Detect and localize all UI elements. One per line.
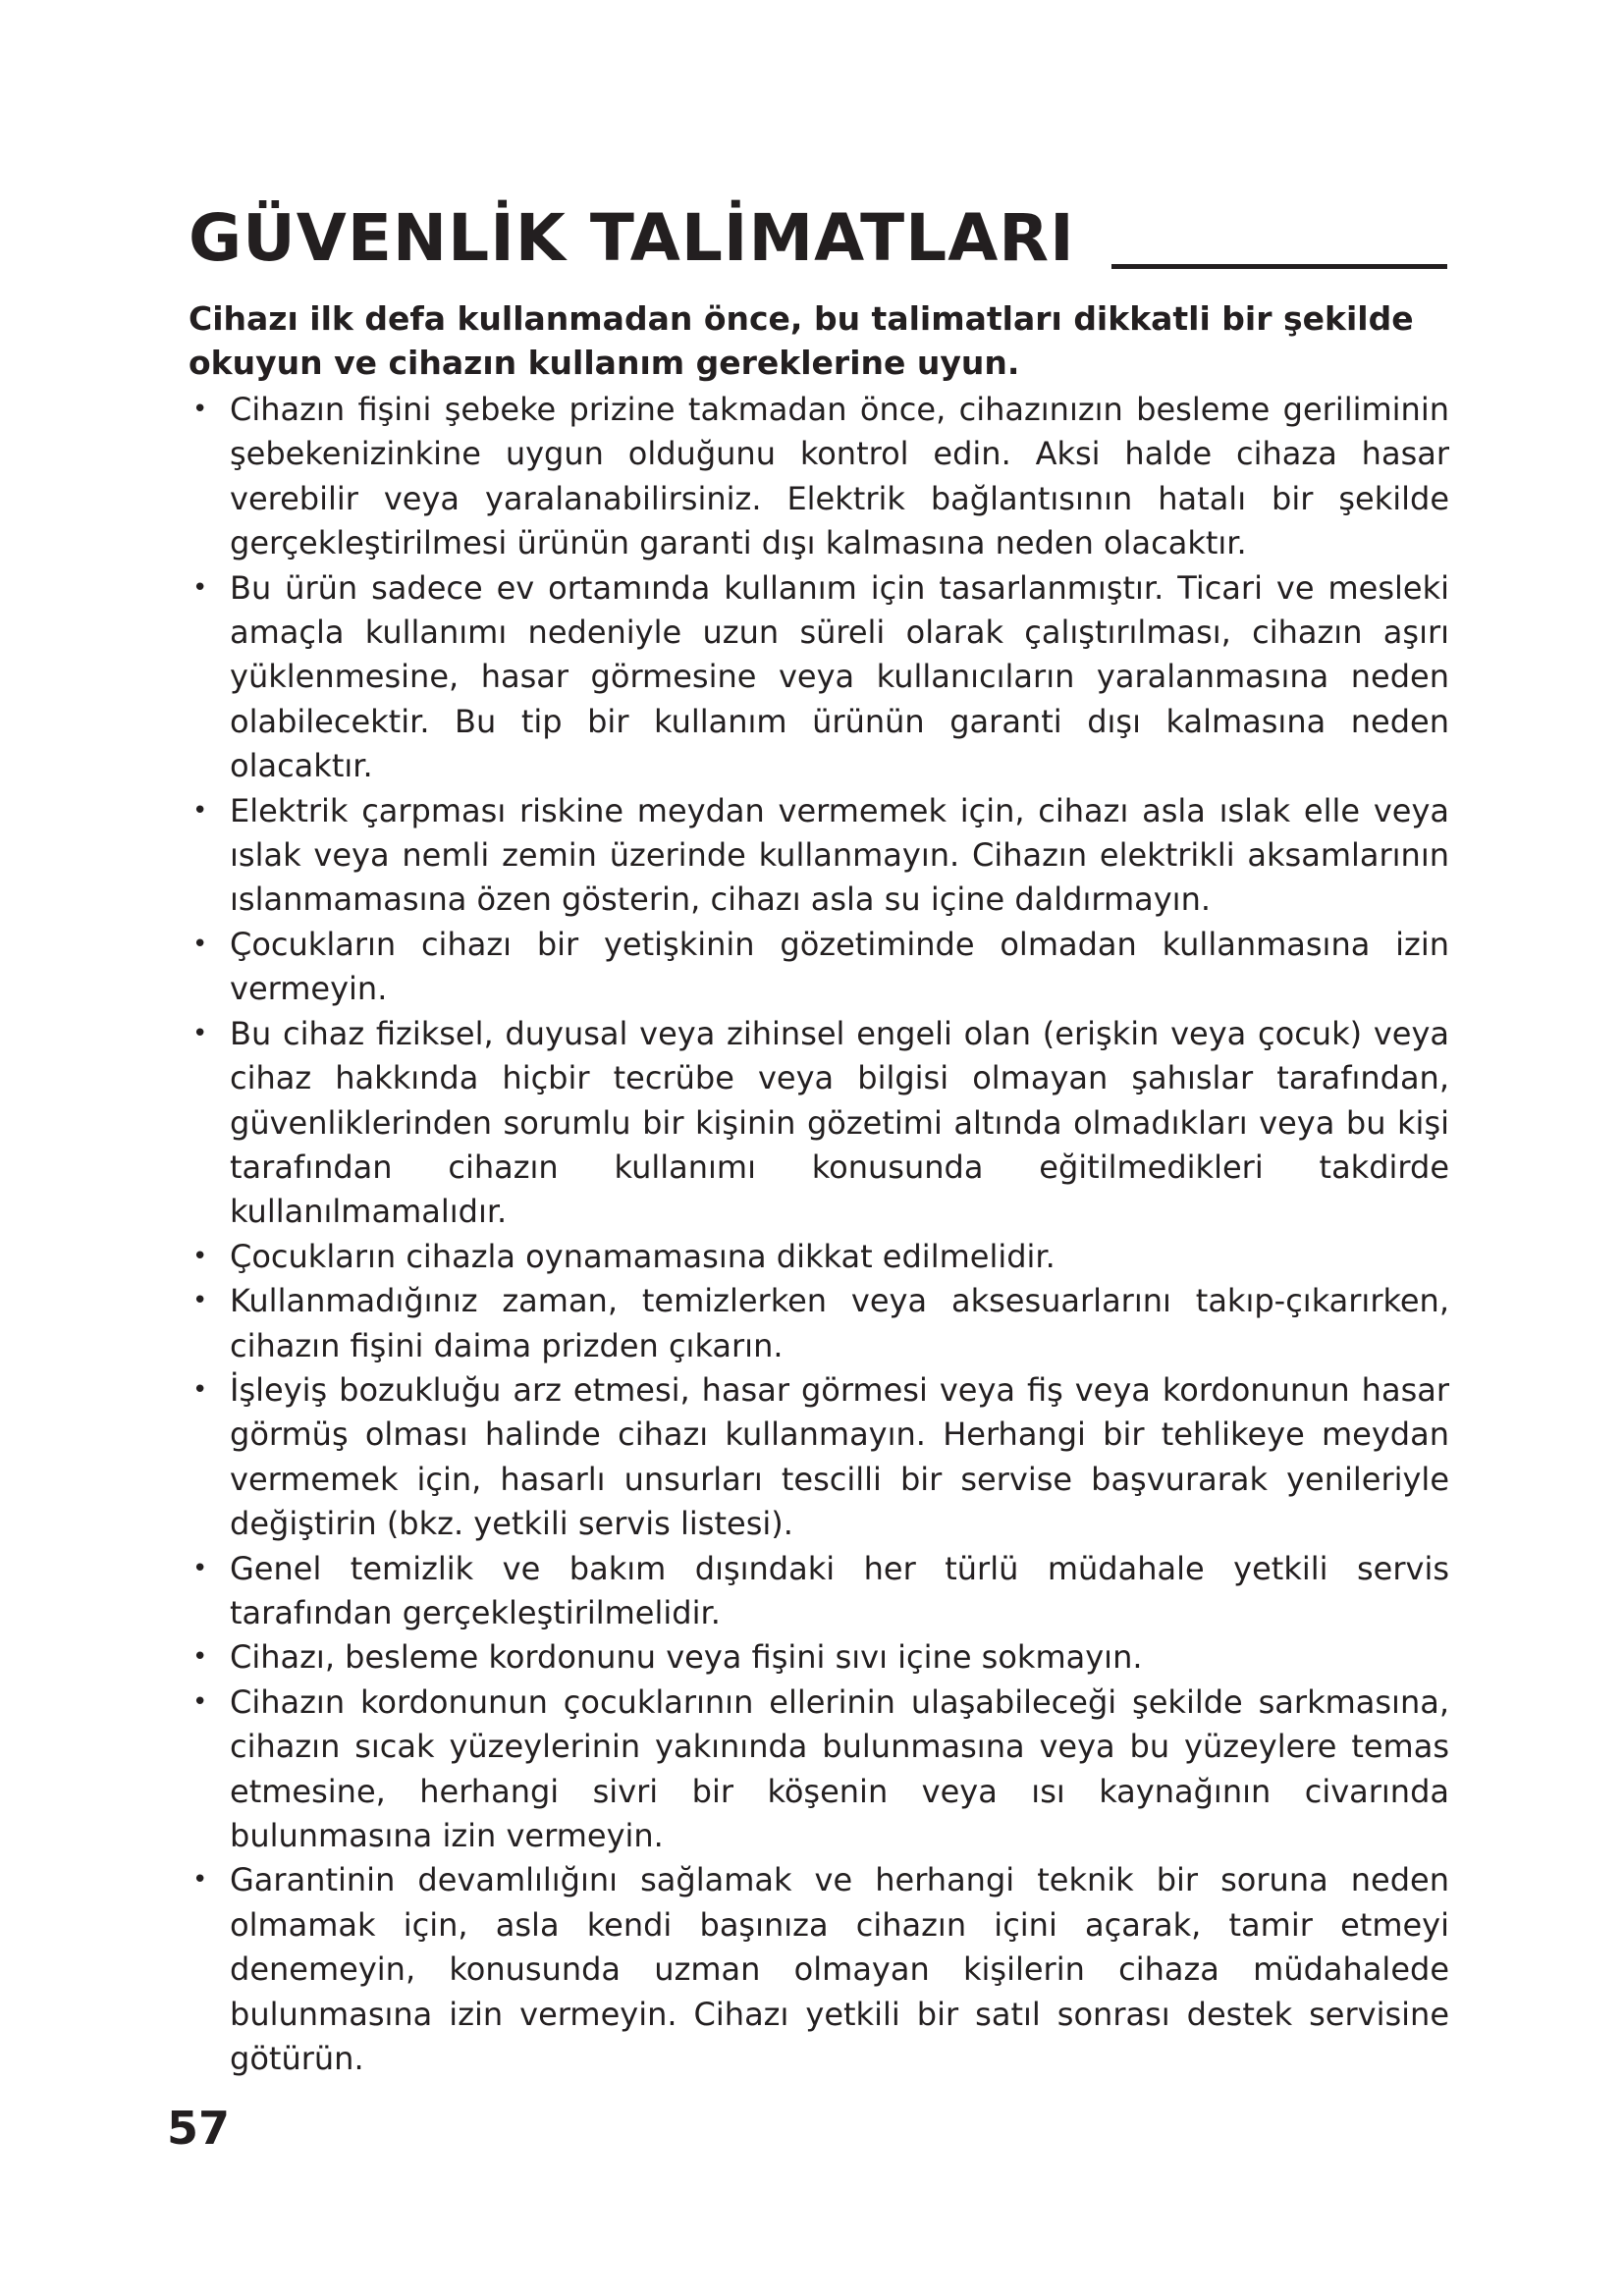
title-row xyxy=(189,194,1447,283)
page-number: 57 xyxy=(167,2102,231,2155)
list-item xyxy=(189,789,1449,923)
list-item xyxy=(189,1547,1449,1636)
list-item-text: Kullanmadığınız zaman, temizlerken veya aksesuarlarını takıp-çıkarırken, cihazın fişini daima prizden çıkarın. xyxy=(230,1282,1449,1364)
bullet-icon: • xyxy=(192,795,208,826)
list-item xyxy=(189,1681,1449,1859)
list-item xyxy=(189,923,1449,1012)
list-item-text: Bu cihaz fiziksel, duyusal veya zihinsel engeli olan (erişkin veya çocuk) veya cihaz hakkında hiçbir tecrübe veya bilgisi olmayan şahıslar tarafından, güvenliklerinden sorumlu bir kişinin gözetimi altında olmadıkları veya bu kişi tarafından cihazın kullanımı konusunda eğitilmedikleri takdirde kullanılmamalıdır. xyxy=(230,1014,1449,1231)
bullet-icon: • xyxy=(192,572,208,603)
list-item-text: Bu ürün sadece ev ortamında kullanım için tasarlanmıştır. Ticari ve mesleki amaçla kullanımı nedeniyle uzun süreli olarak çalıştırılması, cihazın aşırı yüklenmesine, hasar görmesine veya kullanıcıların yaralanmasına neden olabilecektir. Bu tip bir kullanım ürünün garanti dışı kalmasına neden olacaktır. xyxy=(230,568,1449,785)
list-item xyxy=(189,388,1449,566)
bullet-icon: • xyxy=(192,1286,208,1316)
list-item xyxy=(189,566,1449,789)
list-item xyxy=(189,1635,1449,1680)
list-item xyxy=(189,1368,1449,1547)
list-item xyxy=(189,1279,1449,1368)
bullet-icon: • xyxy=(192,395,208,424)
bullet-icon: • xyxy=(192,1241,208,1271)
list-item-text: Çocukların cihazla oynamamasına dikkat edilmelidir. xyxy=(230,1237,1056,1275)
page-title: GÜVENLİK TALİMATLARI xyxy=(189,200,1075,276)
bullet-icon: • xyxy=(192,1686,208,1717)
list-item-text: Çocukların cihazı bir yetişkinin gözetiminde olmadan kullanmasına izin vermeyin. xyxy=(230,925,1449,1008)
list-item xyxy=(189,1235,1449,1279)
list-item-text: Elektrik çarpması riskine meydan vermemek için, cihazı asla ıslak elle veya ıslak veya nemli zemin üzerinde kullanmayın. Cihazın elektrikli aksamlarının ıslanmamasına özen gösterin, cihazı asla su içine daldırmayın. xyxy=(230,791,1449,919)
title-underline-rule xyxy=(1111,264,1447,269)
bullet-icon: • xyxy=(192,929,208,959)
list-item-text: Cihazı, besleme kordonunu veya fişini sıvı içine sokmayın. xyxy=(230,1638,1143,1677)
bullet-icon: • xyxy=(192,1018,208,1048)
list-item-text: Garantinin devamlılığını sağlamak ve herhangi teknik bir soruna neden olmamak için, asla kendi başınıza cihazın içini açarak, tamir etmeyi denemeyin, konusunda uzman olmayan kişilerin cihaza müdahalede bulunmasına izin vermeyin. Cihazı yetkili bir satıl sonrası destek servisine götürün. xyxy=(230,1861,1449,2078)
list-item-text: Cihazın fişini şebeke prizine takmadan önce, cihazınızın besleme geriliminin şebekenizinkine uygun olduğunu kontrol edin. Aksi halde cihaza hasar verebilir veya yaralanabilirsiniz. Elektrik bağlantısının hatalı bir şekilde gerçekleştirilmesi ürünün garanti dışı kalmasına neden olacaktır. xyxy=(230,391,1449,562)
list-item-text: İşleyiş bozukluğu arz etmesi, hasar görmesi veya fiş veya kordonunun hasar görmüş olması halinde cihazı kullanmayın. Herhangi bir tehlikeye meydan vermemek için, hasarlı unsurları tescilli bir servise başvurarak yenileriyle değiştirin (bkz. yetkili servis listesi). xyxy=(230,1370,1449,1543)
intro-paragraph: Cihazı ilk defa kullanmadan önce, bu talimatları dikkatli bir şekilde okuyun ve cihazın kullanım gereklerine uyun. xyxy=(189,299,1414,382)
list-item xyxy=(189,1012,1449,1235)
list-item-text: Cihazın kordonunun çocuklarının ellerinin ulaşabileceği şekilde sarkmasına, cihazın sıcak yüzeylerinin yakınında bulunmasına veya bu yüzeylere temas etmesine, herhangi sivri bir köşenin veya ısı kaynağının civarında bulunmasına izin vermeyin. xyxy=(230,1682,1449,1854)
list-item-text: Genel temizlik ve bakım dışındaki her türlü müdahale yetkili servis tarafından gerçekleştirilmelidir. xyxy=(230,1549,1449,1631)
safety-instructions-list xyxy=(189,388,1449,2081)
bullet-icon: • xyxy=(192,1553,208,1583)
bullet-icon: • xyxy=(192,1374,208,1405)
bullet-icon: • xyxy=(192,1642,208,1673)
bullet-icon: • xyxy=(192,1865,208,1896)
list-item xyxy=(189,1858,1449,2081)
